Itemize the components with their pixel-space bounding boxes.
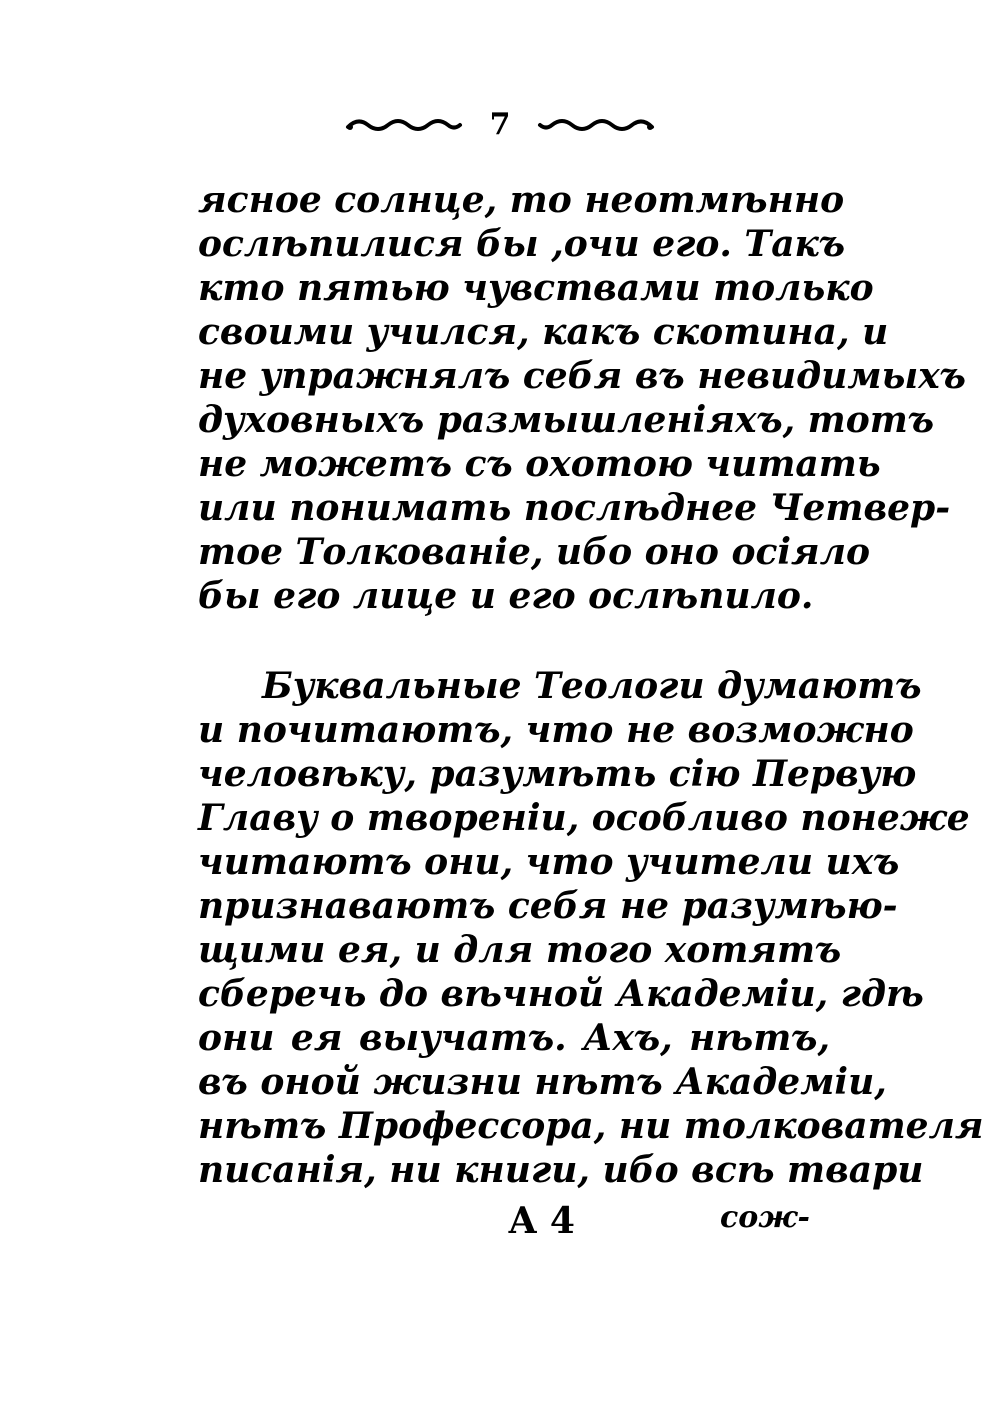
page-number: 7 <box>489 107 511 142</box>
text-line: они ея выучатъ. Ахъ, нѣтъ, <box>198 1017 830 1059</box>
text-line: Главу о творенiи, особливо понеже <box>198 797 970 839</box>
right-ornament-icon <box>536 113 656 137</box>
text-line: въ оной жизни нѣтъ Академiи, <box>198 1061 887 1103</box>
text-line: Буквальные Теологи думаютъ <box>262 665 922 707</box>
left-ornament-icon <box>344 113 464 137</box>
text-line: бы его лице и его ослѣпило. <box>198 575 814 617</box>
text-line: ясное солнце, то неотмѣнно <box>198 179 845 221</box>
page-footer <box>0 1200 1000 1250</box>
text-line: читаютъ они, что учители ихъ <box>198 841 900 883</box>
text-line: признаваютъ себя не разумѣю- <box>198 885 898 927</box>
text-line: нѣтъ Профессора, ни толкователя <box>198 1105 984 1147</box>
text-line: сберечь до вѣчной Академiи, гдѣ <box>198 973 924 1015</box>
text-line: своими учился, какъ скотина, и <box>198 311 889 353</box>
text-line: тое Толкованiе, ибо оно осiяло <box>198 531 871 573</box>
text-line: человѣку, разумѣть сiю Первую <box>198 753 917 795</box>
text-line: не упражнялъ себя въ невидимыхъ <box>198 355 966 397</box>
signature-mark: А 4 <box>508 1200 575 1242</box>
catchword: сож- <box>720 1200 810 1235</box>
page-header <box>0 100 1000 150</box>
text-line: писанiя, ни книги, ибо всѣ твари <box>198 1149 924 1191</box>
text-line: щими ея, и для того хотятъ <box>198 929 842 971</box>
text-line: и почитаютъ, что не возможно <box>198 709 914 751</box>
text-line: духовныхъ размышленiяхъ, тотъ <box>198 399 935 441</box>
text-line: ослѣпилися бы ,очи его. Такъ <box>198 223 846 265</box>
text-line: или понимать послѣднее Четвер- <box>198 487 951 529</box>
text-line: не можетъ съ охотою читать <box>198 443 881 485</box>
text-line: кто пятью чувствами только <box>198 267 874 309</box>
